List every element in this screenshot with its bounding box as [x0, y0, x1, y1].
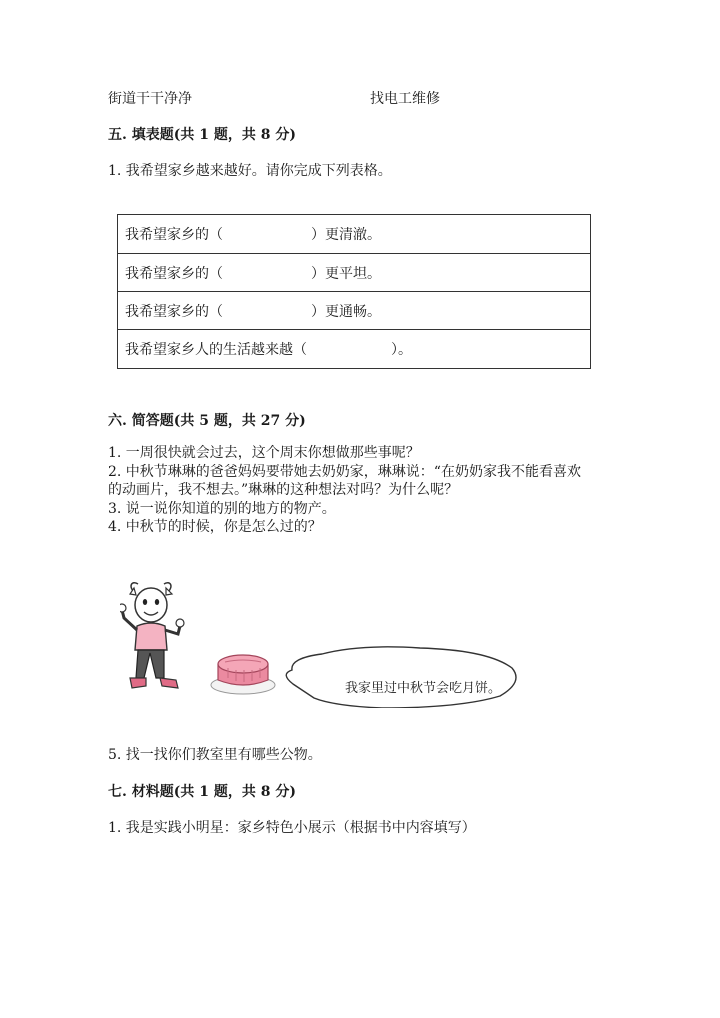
- section6-heading: 六. 简答题(共 5 题，共 27 分): [108, 413, 306, 429]
- answer-right-text: 找电工维修: [370, 91, 440, 107]
- section7-heading: 七. 材料题(共 1 题，共 8 分): [108, 784, 296, 800]
- row-text-before: 我希望家乡的（: [125, 303, 223, 320]
- section7-question-1: 1. 我是实践小明星：家乡特色小展示（根据书中内容填写）: [108, 820, 476, 836]
- question-line: 2. 中秋节琳琳的爸爸妈妈要带她去奶奶家，琳琳说：“在奶奶家我不能看喜欢: [108, 463, 581, 480]
- row-text-before: 我希望家乡的（: [125, 227, 223, 243]
- question-line: 1. 一周很快就会过去，这个周末你想做那些事呢？: [108, 445, 420, 461]
- row-text-before: 我希望家乡的（: [125, 265, 223, 282]
- fill-in-table: [117, 214, 591, 369]
- mooncake-figure: [211, 655, 275, 694]
- section6-question-list: [108, 444, 588, 537]
- answer-left-text: 街道干干净净: [108, 91, 192, 107]
- row-text-after: ）。: [391, 342, 412, 358]
- table-row: [118, 215, 591, 254]
- question-line: 4. 中秋节的时候，你是怎么过的？: [108, 519, 322, 535]
- section5-question-1: 1. 我希望家乡越来越好。请你完成下列表格。: [108, 163, 392, 179]
- section5-heading: 五. 填表题(共 1 题，共 8 分): [108, 127, 296, 143]
- goat-character-figure: [120, 583, 184, 688]
- table-row: [118, 254, 591, 292]
- question-line: 3. 说一说你知道的别的地方的物产。: [108, 500, 336, 517]
- question-line: 的动画片，我不想去。”琳琳的这种想法对吗？为什么呢？: [108, 482, 459, 498]
- speech-bubble-text: 我家里过中秋节会吃月饼。: [345, 681, 502, 696]
- table-row: [118, 330, 591, 369]
- row-text-before: 我希望家乡人的生活越来越（: [125, 342, 307, 358]
- row-text-after: ）更通畅。: [311, 303, 381, 320]
- section6-question-5: 5. 找一找你们教室里有哪些公物。: [108, 747, 322, 763]
- row-text-after: ）更清澈。: [311, 227, 381, 243]
- table-row: [118, 292, 591, 330]
- row-text-after: ）更平坦。: [311, 265, 381, 282]
